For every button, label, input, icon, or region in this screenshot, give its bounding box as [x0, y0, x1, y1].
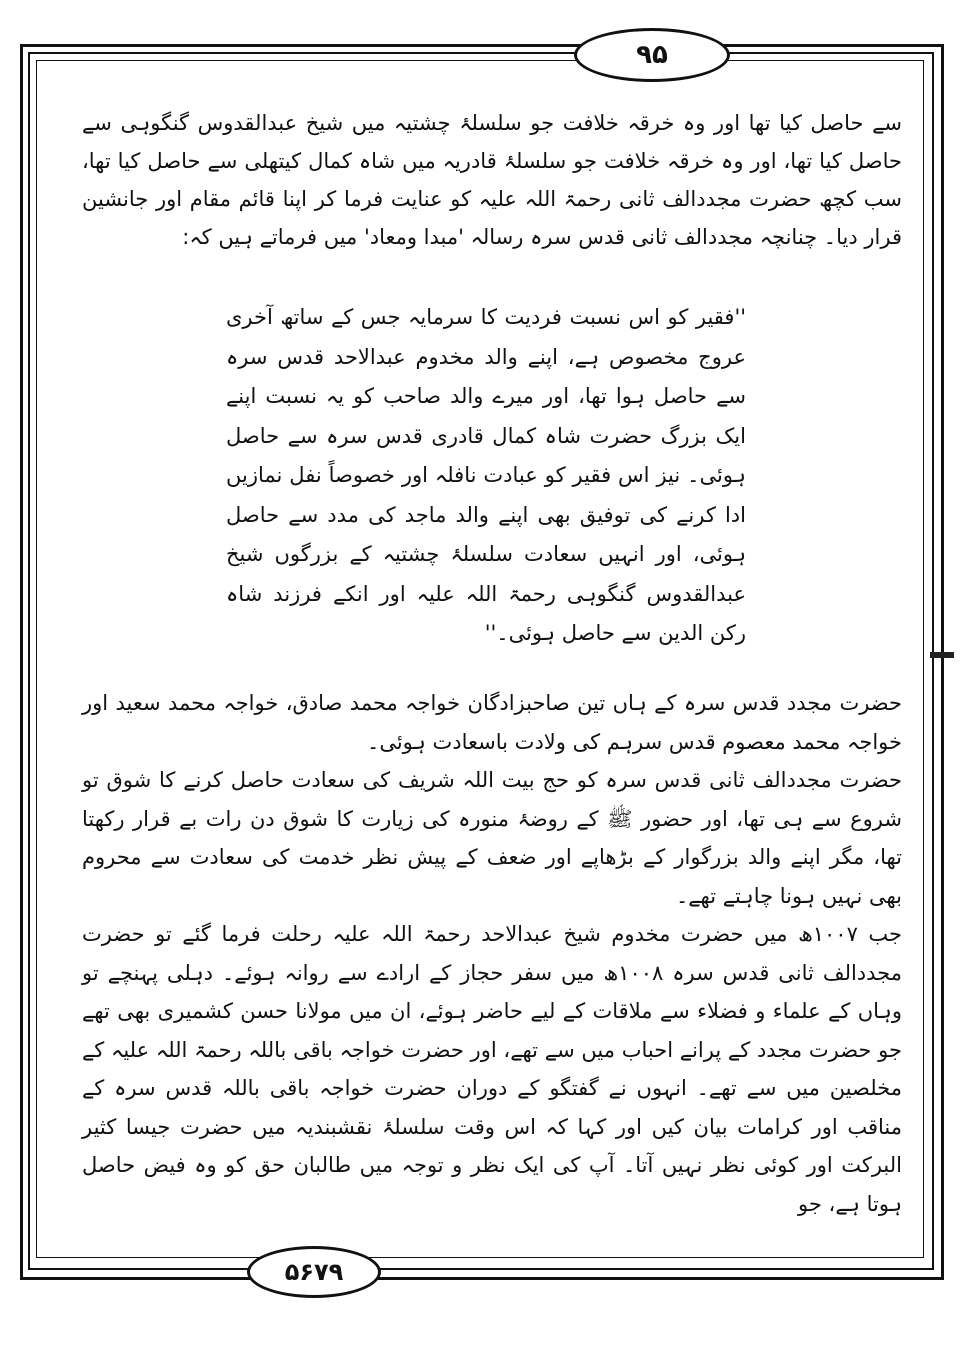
scan-mark [930, 652, 954, 658]
page-number-top: ۹۵ [574, 28, 730, 82]
paragraph-4: جب ۱۰۰۷ھ میں حضرت مخدوم شیخ عبدالاحد رحمۃ اللہ علیہ رحلت فرما گئے تو حضرت مجددالف ثانی قدس سرہ ۱۰۰۸ھ میں سفر حجاز کے ارادے سے روانہ ہوئے۔ دہلی پہنچے تو وہاں کے علماء و فضلاء سے ملاقات کے لیے حاضر ہوئے، ان میں مولانا حسن کشمیری بھی تھے جو حضرت مجدد کے پرانے احباب میں سے تھے، اور حضرت خواجہ باقی باللہ رحمۃ اللہ علیہ کے مخلصین میں سے تھے۔ انہوں نے گفتگو کے دوران حضرت خواجہ باقی باللہ قدس سرہ کے مناقب اور کرامات بیان کیں اور کہا کہ اس وقت سلسلۂ نقشبندیہ میں حضرت جیسا کثیر البرکت اور کوئی نظر نہیں آتا۔ آپ کی ایک نظر و توجہ میں طالبان حق کو وہ فیض حاصل ہوتا ہے، جو [82, 922, 902, 1216]
paragraph-3: حضرت مجددالف ثانی قدس سرہ کو حج بیت اللہ شریف کی سعادت حاصل کرنے کا شوق تو شروع سے ہی تھا، اور حضور ﷺ کے روضۂ منورہ کی زیارت کا شوق دن رات بے قرار رکھتا تھا، مگر اپنے والد بزرگوار کے بڑھاپے اور ضعف کے پیش نظر خدمت کی سعادت سے محروم بھی نہیں ہونا چاہتے تھے۔ [82, 768, 902, 908]
paragraph-2: حضرت مجدد قدس سرہ کے ہاں تین صاحبزادگان خواجہ محمد صادق، خواجہ محمد سعید اور خواجہ محمد معصوم قدس سرہم کی ولادت باسعادت ہوئی۔ [82, 691, 902, 754]
paragraph-1 [82, 104, 902, 256]
paragraph-1-text: سے حاصل کیا تھا اور وہ خرقہ خلافت جو سلسلۂ چشتیہ میں شیخ عبدالقدوس گنگوہی سے حاصل کیا تھا، اور وہ خرقہ خلافت جو سلسلۂ قادریہ میں شاہ کمال کیتھلی سے حاصل کیا تھا، سب کچھ حضرت مجددالف ثانی رحمۃ اللہ علیہ کو عنایت فرما کر اپنا قائم مقام اور جانشین قرار دیا۔ چنانچہ مجددالف ثانی قدس سرہ رسالہ 'مبدا ومعاد' میں فرماتے ہیں کہ: [82, 111, 902, 249]
page-number-bottom: ۵۶۷۹ [247, 1246, 381, 1298]
body-paragraphs [82, 684, 902, 1223]
block-quote-text: ''فقیر کو اس نسبت فردیت کا سرمایہ جس کے ساتھ آخری عروج مخصوص ہے، اپنے والد مخدوم عبدالاحد قدس سرہ سے حاصل ہوا تھا، اور میرے والد صاحب کو یہ نسبت اپنے ایک بزرگ حضرت شاہ کمال قادری قدس سرہ سے حاصل ہوئی۔ نیز اس فقیر کو عبادت نافلہ اور خصوصاً نفل نمازیں ادا کرنے کی توفیق بھی اپنے والد ماجد کی مدد سے حاصل ہوئی، اور انہیں سعادت سلسلۂ چشتیہ کے بزرگوں شیخ عبدالقدوس گنگوہی رحمۃ اللہ علیہ اور انکے فرزند شاہ رکن الدین سے حاصل ہوئی۔'' [226, 305, 746, 645]
block-quote [226, 298, 746, 654]
